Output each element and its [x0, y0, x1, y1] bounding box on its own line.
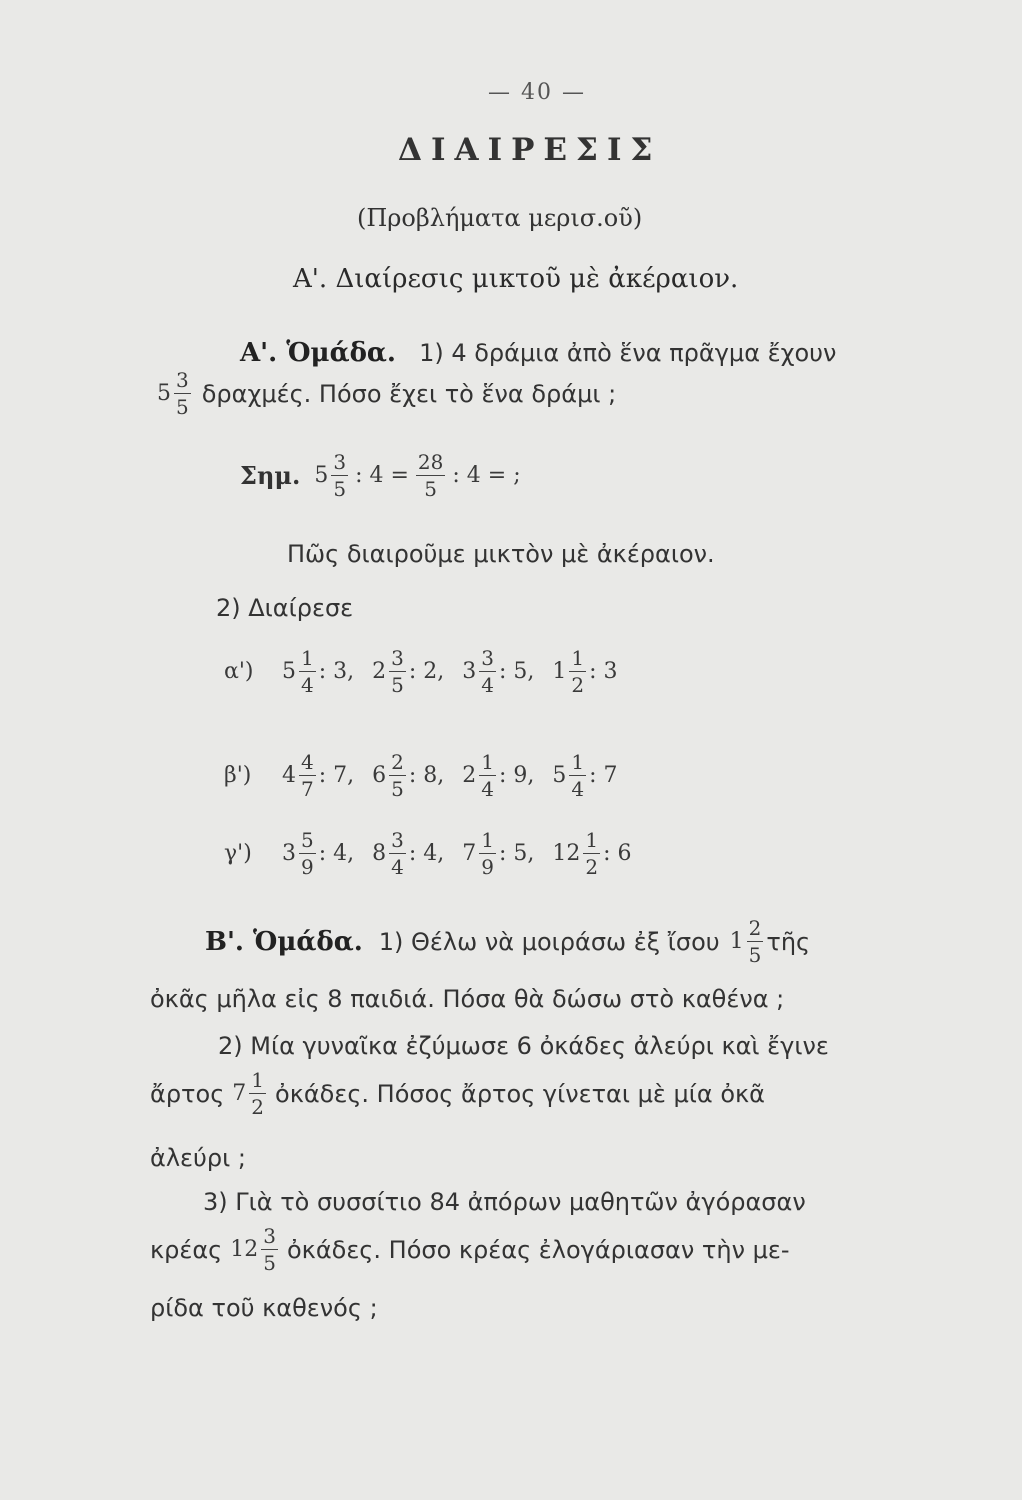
fraction	[299, 648, 316, 695]
numerator: 1	[571, 750, 585, 774]
group-b-p3-pre: κρέας	[150, 1235, 223, 1264]
fraction	[389, 752, 406, 799]
numerator: 1	[481, 828, 495, 852]
divisor: : 8,	[408, 763, 445, 788]
division-exercise	[462, 752, 534, 799]
division-exercise	[372, 830, 444, 877]
numerator: 3	[263, 1224, 276, 1248]
division-exercise	[282, 830, 354, 877]
mixed-number	[730, 918, 767, 965]
division-exercise	[462, 830, 534, 877]
fraction	[389, 830, 406, 877]
denominator: 5	[424, 477, 438, 501]
division-exercise	[372, 648, 444, 695]
fraction	[389, 648, 406, 695]
group-b-p1-text1: 1) Θέλω νὰ μοιράσω ἐξ ἴσου	[378, 927, 720, 956]
fraction	[299, 830, 316, 877]
fraction	[249, 1070, 266, 1117]
numerator: 3	[176, 368, 189, 392]
subtitle: (Προβλήματα μερισ.οῦ)	[357, 204, 643, 232]
fraction	[299, 752, 316, 799]
denominator: 4	[391, 855, 404, 879]
mixed-number	[157, 370, 194, 417]
division-exercise	[552, 752, 617, 799]
group-a-label: Α'. Ὁμάδα.	[240, 338, 396, 368]
note-label: Σημ.	[240, 461, 301, 490]
divisor: : 7	[589, 763, 618, 788]
whole-part: 6	[372, 763, 387, 788]
numerator: 28	[417, 450, 444, 474]
whole-part: 3	[282, 841, 296, 866]
numerator: 3	[391, 828, 404, 852]
group-b-p2-text1: 2) Μία γυναῖκα ἐζύμωσε 6 ὀκάδες ἀλεύρι καὶ ἔγινε	[218, 1032, 829, 1060]
whole-part: 5	[552, 763, 567, 788]
group-b-p1-tail: τῆς	[766, 927, 811, 956]
whole-part: 2	[372, 659, 387, 684]
numerator: 2	[391, 750, 404, 774]
whole-part: 8	[372, 841, 387, 866]
fraction	[479, 648, 496, 695]
divisor: : 3	[589, 659, 618, 684]
denominator: 2	[585, 855, 599, 879]
group-b-p3-text1: 3) Γιὰ τὸ συσσίτιο 84 ἀπόρων μαθητῶν ἀγόρασαν	[203, 1188, 806, 1216]
rule-question: Πῶς διαιροῦμε μικτὸν μὲ ἀκέραιον.	[287, 540, 715, 568]
group-b-p2-pre: ἄρτος	[150, 1079, 225, 1108]
section-a-heading: Α'. Διαίρεσις μικτοῦ μὲ ἀκέραιον.	[293, 264, 739, 294]
numerator: 1	[251, 1068, 265, 1092]
note-result: : 4 = ;	[452, 463, 521, 488]
numerator: 4	[301, 750, 314, 774]
numerator: 3	[391, 646, 404, 670]
group-a-p1-text2: δραχμές. Πόσο ἔχει τὸ ἕνα δράμι ;	[201, 379, 617, 408]
fraction	[747, 918, 764, 965]
exercise-row-label: β')	[224, 763, 252, 788]
denominator: 5	[263, 1251, 276, 1275]
whole-part: 7	[462, 841, 477, 866]
denominator: 5	[391, 673, 404, 697]
division-exercise	[372, 752, 444, 799]
denominator: 9	[481, 855, 495, 879]
divisor: : 4,	[408, 841, 445, 866]
page-number: — 40 —	[488, 80, 586, 105]
group-b-p1-text2: ὀκᾶς μῆλα εἰς 8 παιδιά. Πόσα θὰ δώσω στὸ καθένα ;	[150, 985, 785, 1013]
fraction	[569, 648, 586, 695]
divisor: : 5,	[499, 659, 535, 684]
whole-part: 7	[232, 1081, 247, 1106]
whole-part: 1	[729, 929, 744, 954]
numerator: 5	[301, 828, 314, 852]
group-a-problem-2-label: 2) Διαίρεσε	[216, 594, 354, 622]
divisor: : 9,	[499, 763, 535, 788]
division-exercise	[282, 752, 354, 799]
note-operator: : 4 =	[355, 463, 409, 488]
fraction	[479, 752, 496, 799]
whole-part: 5	[157, 381, 171, 406]
group-b-p2-text3: ἀλεύρι ;	[150, 1144, 246, 1172]
numerator: 2	[748, 916, 762, 940]
denominator: 2	[251, 1095, 265, 1119]
division-exercise	[282, 648, 354, 695]
whole-part: 12	[552, 841, 581, 866]
whole-part: 5	[314, 463, 329, 488]
fraction	[261, 1226, 278, 1273]
denominator: 7	[301, 777, 314, 801]
denominator: 4	[571, 777, 585, 801]
divisor: : 7,	[318, 763, 355, 788]
exercise-row-label: γ')	[224, 841, 252, 866]
denominator: 4	[481, 777, 495, 801]
group-b-problem-1-line1	[205, 918, 810, 965]
exercise-row-b	[224, 752, 636, 799]
fraction	[416, 452, 445, 499]
whole-part: 12	[230, 1237, 259, 1262]
fraction	[174, 370, 191, 417]
note-line	[240, 452, 521, 499]
denominator: 5	[391, 777, 404, 801]
mixed-number	[232, 1070, 269, 1117]
exercise-row-label: α')	[224, 659, 254, 684]
whole-part: 2	[462, 763, 477, 788]
numerator: 1	[301, 646, 314, 670]
division-exercise	[552, 830, 631, 877]
whole-part: 5	[282, 659, 296, 684]
exercise-row-c	[224, 830, 650, 877]
numerator: 1	[481, 750, 495, 774]
numerator: 1	[585, 828, 599, 852]
mixed-number	[314, 452, 351, 499]
group-a-p1-text1: 1) 4 δράμια ἀπὸ ἕνα πρᾶγμα ἔχουν	[419, 339, 837, 367]
numerator: 1	[571, 646, 585, 670]
fraction	[331, 452, 348, 499]
page-title: ΔΙΑΙΡΕΣΙΣ	[398, 132, 662, 168]
divisor: : 6	[603, 841, 632, 866]
group-b-problem-3-line2	[150, 1226, 790, 1273]
denominator: 2	[571, 673, 585, 697]
denominator: 4	[301, 673, 314, 697]
divisor: : 5,	[499, 841, 535, 866]
denominator: 5	[333, 477, 347, 501]
denominator: 5	[748, 943, 762, 967]
denominator: 5	[176, 395, 189, 419]
divisor: : 4,	[318, 841, 355, 866]
group-b-problem-2-line2	[150, 1070, 765, 1117]
division-exercise	[462, 648, 534, 695]
fraction	[569, 752, 586, 799]
divisor: : 2,	[408, 659, 445, 684]
divisor: : 3,	[318, 659, 355, 684]
group-a-problem-1-line1	[240, 338, 836, 368]
denominator: 9	[301, 855, 314, 879]
division-exercise	[552, 648, 617, 695]
mixed-number	[230, 1226, 281, 1273]
whole-part: 4	[282, 763, 296, 788]
group-b-p3-text2: ὀκάδες. Πόσο κρέας ἐλογάριασαν τὴν με-	[287, 1235, 790, 1264]
group-b-p2-text2: ὀκάδες. Πόσος ἄρτος γίνεται μὲ μία ὀκᾶ	[275, 1079, 765, 1108]
exercise-row-a	[224, 648, 636, 695]
whole-part: 3	[462, 659, 477, 684]
group-b-label: Β'. Ὁμάδα.	[205, 926, 363, 957]
group-a-problem-1-line2	[157, 370, 616, 417]
fraction	[479, 830, 496, 877]
group-b-p3-text3: ρίδα τοῦ καθενός ;	[150, 1294, 378, 1322]
numerator: 3	[333, 450, 347, 474]
whole-part: 1	[552, 659, 567, 684]
denominator: 4	[481, 673, 495, 697]
fraction	[583, 830, 600, 877]
numerator: 3	[481, 646, 495, 670]
